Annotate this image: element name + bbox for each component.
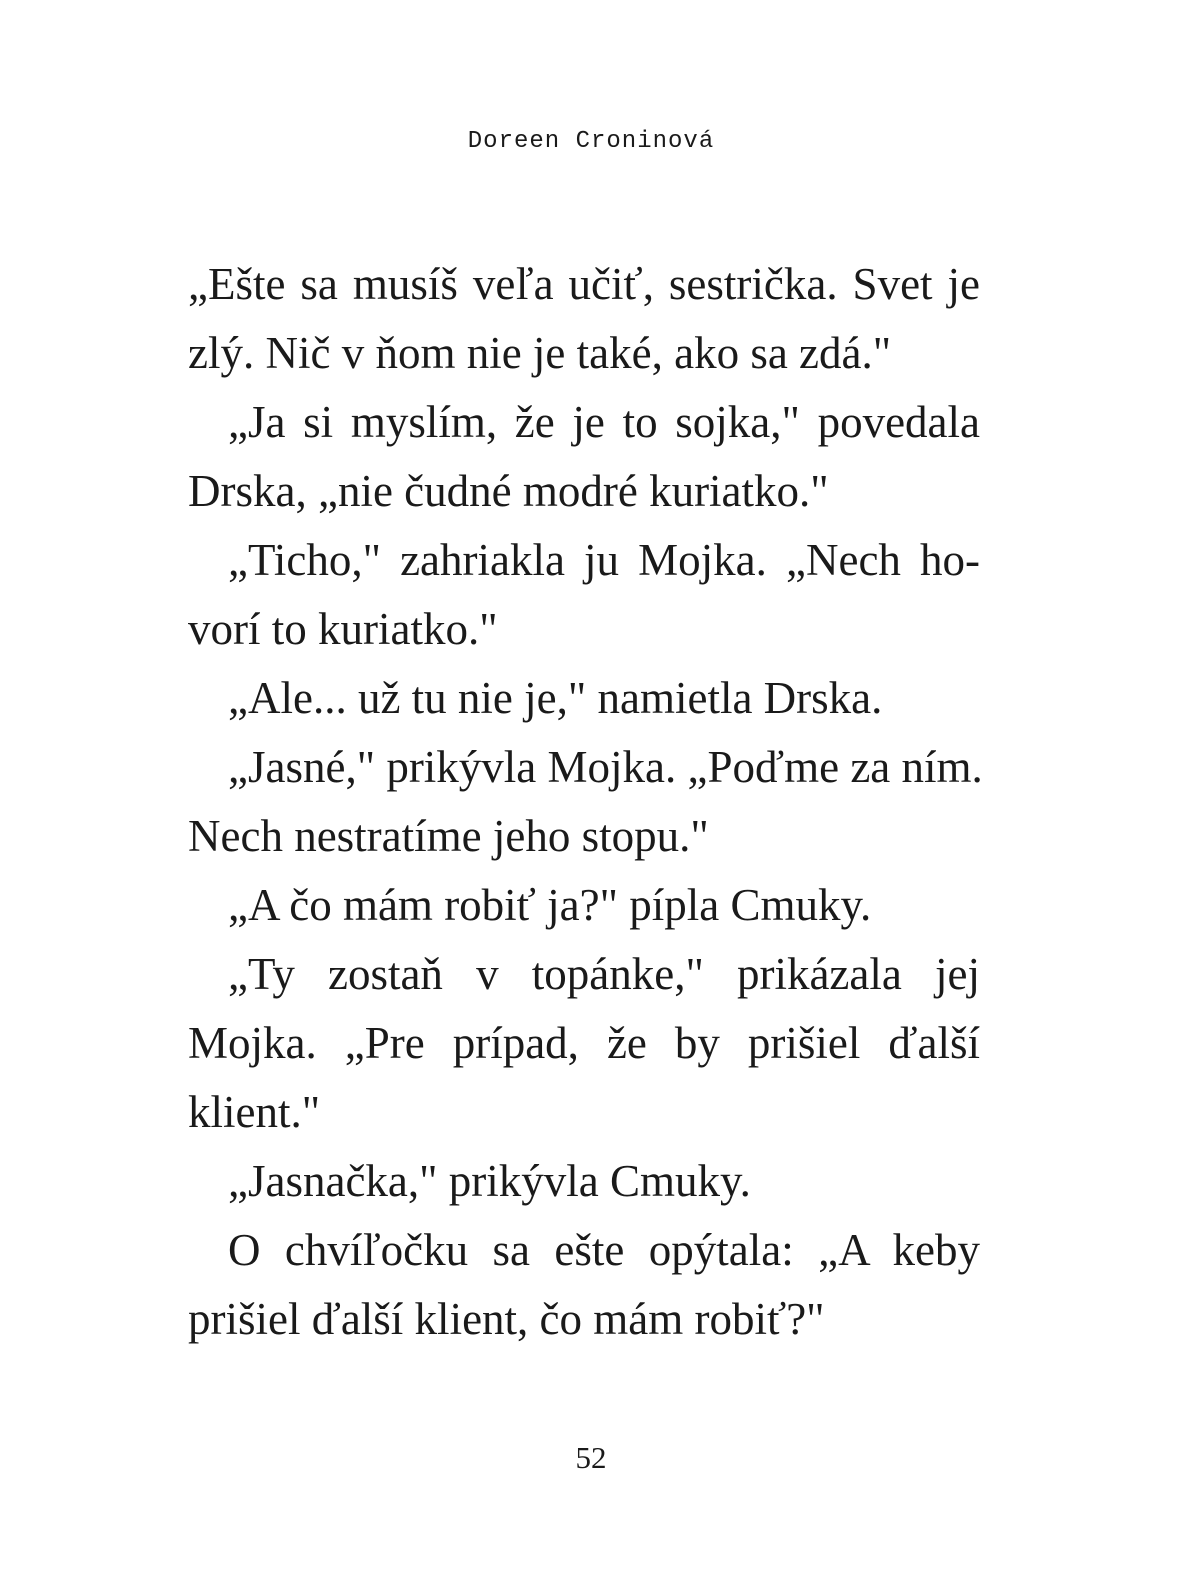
text-line: prišiel ďalší klient, čo mám robiť?"	[188, 1294, 825, 1344]
text-line: O chvíľočku sa ešte opýtala: „A keby	[228, 1225, 980, 1275]
text-line: „Ale... už tu nie je," namietla Drska.	[228, 673, 883, 723]
text-line: klient."	[188, 1087, 321, 1137]
page-text	[188, 250, 983, 1354]
text-line: Drska, „nie čudné modré kuriatko."	[188, 466, 829, 516]
text-line: „Jasnačka," prikývla Cmuky.	[228, 1156, 751, 1206]
text-line: zlý. Nič v ňom nie je také, ako sa zdá."	[188, 328, 892, 378]
text-line: „Ty zostaň v topánke," prikázala jej	[228, 949, 980, 999]
running-head-author: Doreen Croninová	[467, 128, 715, 155]
text-line: Nech nestratíme jeho stopu."	[188, 811, 709, 861]
text-line: Mojka. „Pre prípad, že by prišiel ďalší	[188, 1018, 980, 1068]
text-line: „Jasné," prikývla Mojka. „Poďme za ním.	[228, 742, 983, 792]
text-line: „A čo mám robiť ja?" pípla Cmuky.	[228, 880, 872, 930]
text-line: „Ticho," zahriakla ju Mojka. „Nech ho-	[228, 535, 980, 585]
page-number: 52	[575, 1440, 607, 1475]
text-line: „Ešte sa musíš veľa učiť, sestrička. Svet je	[188, 259, 980, 309]
text-line: vorí to kuriatko."	[188, 604, 498, 654]
text-line: „Ja si myslím, že je to sojka," povedala	[228, 397, 980, 447]
